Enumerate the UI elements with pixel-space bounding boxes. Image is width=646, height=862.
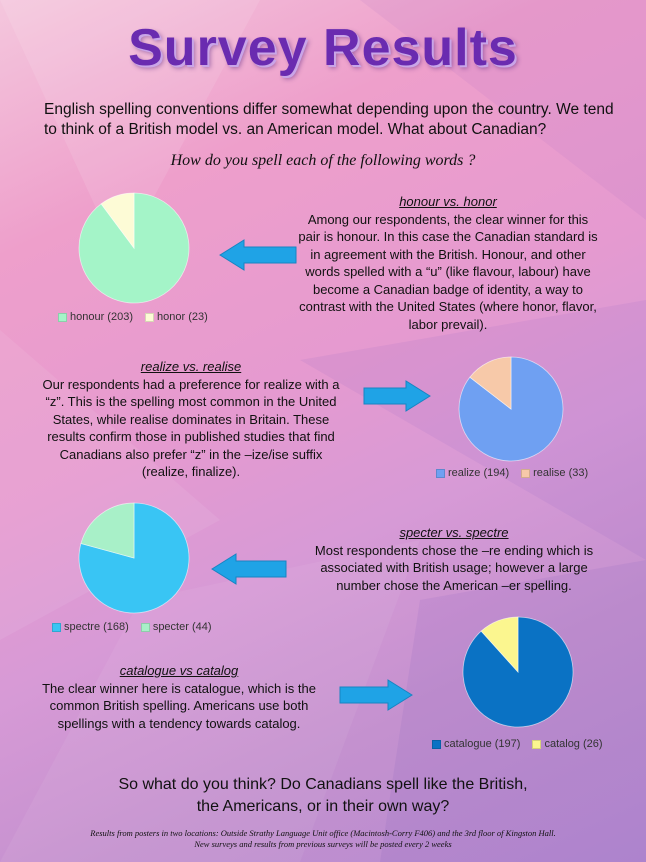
arrow-left-icon: [210, 552, 288, 586]
legend-realize: [436, 467, 600, 479]
legend-item-honor: [145, 311, 208, 323]
legend-swatch: [521, 469, 530, 478]
section-text: Most respondents chose the –re ending which is associated with British usage; however a large number chose the American –er spelling.: [314, 542, 594, 593]
section-honour: [298, 193, 598, 333]
legend-item-honour: [58, 311, 133, 323]
legend-label: honour (203): [70, 311, 133, 323]
section-heading: honour vs. honor: [399, 194, 497, 209]
legend-swatch: [58, 313, 67, 322]
legend-swatch: [532, 740, 541, 749]
legend-label: realise (33): [533, 467, 589, 479]
legend-catalogue: [432, 738, 615, 750]
intro-text: English spelling conventions differ somewhat depending upon the country. We tend to think of a British model vs. an American model. What about Canadian?: [44, 101, 614, 138]
section-heading: realize vs. realise: [140, 359, 242, 374]
legend-label: spectre (168): [64, 621, 129, 633]
footer-line-1: Results from posters in two locations: Outside Strathy Language Unit office (Macintosh-Corry F406) and the 3rd floor of Kingston Hall.: [90, 828, 556, 838]
section-spectre: [306, 524, 602, 594]
pie-chart-realize: [458, 356, 564, 462]
legend-item-realize: [436, 467, 509, 479]
pie-chart-honour: [78, 192, 190, 304]
legend-item-catalog: [532, 738, 602, 750]
legend-label: specter (44): [152, 621, 212, 633]
legend-label: catalogue (197): [444, 738, 521, 750]
closing-question: [0, 774, 646, 818]
legend-item-specter: [141, 621, 212, 633]
legend-label: honor (23): [157, 311, 208, 323]
section-text: Among our respondents, the clear winner for this pair is honour. In this case the Canadian standard is in agreement with the British. Honour, and other words spelled with a “u” (like flavour, labour) have become a Canadian badge of identity, a way to contrast with the United States (where honor, flavor, labor prevail).: [298, 211, 598, 332]
section-text: Our respondents had a preference for realize with a “z”. This is the spelling most common in the United States, while realise dominates in Britain. These results confirm those in published studies that find Canadians also prefer “z” in the –ize/ise suffix (realize, finalize).: [42, 376, 340, 479]
legend-label: realize (194): [448, 467, 510, 479]
arrow-left-icon: [218, 238, 298, 272]
legend-swatch: [141, 623, 150, 632]
footer-note: [0, 828, 646, 850]
legend-swatch: [432, 740, 441, 749]
section-heading: catalogue vs catalog: [119, 663, 239, 678]
legend-label: catalog (26): [544, 738, 603, 750]
pie-chart-spectre: [78, 502, 190, 614]
closing-line-2: the Americans, or in their own way?: [196, 798, 450, 815]
legend-spectre: [52, 621, 224, 633]
section-heading: specter vs. spectre: [399, 525, 509, 540]
section-realize: [42, 358, 340, 481]
page-title: Survey Results: [128, 19, 518, 77]
arrow-right-icon: [362, 379, 432, 413]
arrow-right-icon: [338, 678, 414, 712]
pie-chart-catalogue: [462, 616, 574, 728]
legend-item-spectre: [52, 621, 129, 633]
section-catalogue: [38, 662, 320, 732]
legend-swatch: [145, 313, 154, 322]
legend-honour: [58, 311, 220, 323]
footer-line-2: New surveys and results from previous surveys will be posted every 2 weeks: [194, 839, 452, 849]
closing-line-1: So what do you think? Do Canadians spell like the British,: [118, 776, 528, 793]
legend-swatch: [436, 469, 445, 478]
legend-item-realise: [521, 467, 588, 479]
legend-swatch: [52, 623, 61, 632]
question-text: How do you spell each of the following words ?: [170, 152, 476, 169]
legend-item-catalogue: [432, 738, 520, 750]
section-text: The clear winner here is catalogue, which is the common British spelling. Americans use both spellings with a tendency towards catalog.: [42, 680, 316, 731]
